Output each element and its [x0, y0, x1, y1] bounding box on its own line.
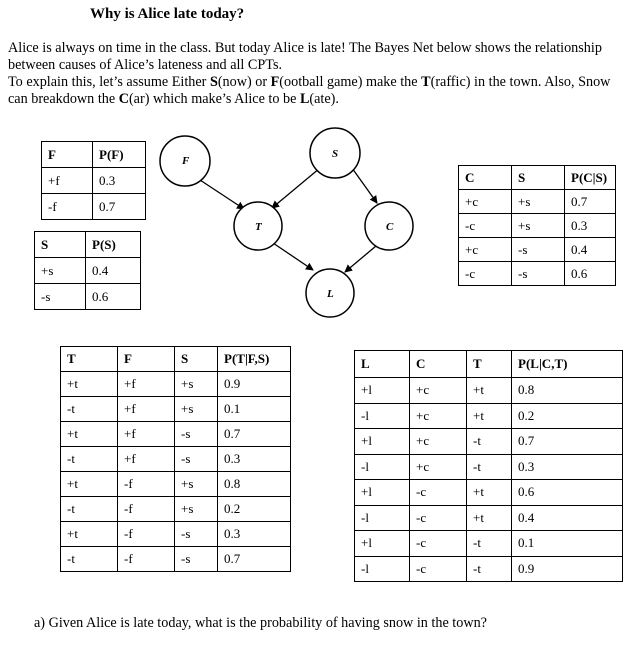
table-cell: -f	[118, 547, 175, 572]
node-c-label: C	[386, 221, 394, 233]
intro-text-segment: (ate).	[309, 91, 339, 107]
header-cell: T	[61, 347, 118, 372]
table-cell: 0.8	[512, 378, 623, 404]
cpt-c-table	[458, 165, 616, 286]
table-cell: +f	[42, 168, 93, 194]
table-cell: +s	[175, 372, 218, 397]
table-cell: 0.6	[86, 284, 141, 310]
header-cell: F	[118, 347, 175, 372]
table-cell: 0.2	[512, 403, 623, 429]
edge-f-t	[200, 180, 244, 209]
table-cell: +f	[118, 397, 175, 422]
table-cell: -c	[459, 214, 512, 238]
table-cell: +c	[410, 429, 467, 455]
node-f-label: F	[182, 155, 190, 167]
cpt-l-table	[354, 350, 623, 582]
table-cell: +t	[61, 372, 118, 397]
node-c	[365, 202, 413, 250]
table-cell: -s	[175, 422, 218, 447]
table-cell: -t	[61, 397, 118, 422]
table-cell: 0.3	[93, 168, 146, 194]
table-cell: -s	[512, 262, 565, 286]
question-a: a) Given Alice is late today, what is the probability of having snow in the town?	[34, 615, 487, 631]
table-row	[42, 194, 146, 220]
table-cell: -s	[175, 522, 218, 547]
table-cell: -f	[42, 194, 93, 220]
table-cell: -t	[467, 556, 512, 582]
header-cell: C	[459, 166, 512, 190]
edge-t-l	[273, 243, 313, 270]
table-cell: 0.4	[86, 258, 141, 284]
header-cell: S	[512, 166, 565, 190]
intro-text-segment: (raffic) in the town. Also, Snow can breakdown the	[8, 74, 611, 107]
table-cell: +t	[61, 472, 118, 497]
cpt-s-table	[34, 231, 141, 310]
table-cell: +c	[410, 378, 467, 404]
table-header-row	[42, 142, 146, 168]
table-row	[61, 522, 291, 547]
table-cell: 0.9	[218, 372, 291, 397]
table-cell: -f	[118, 497, 175, 522]
table-row	[355, 403, 623, 429]
header-cell: L	[355, 351, 410, 378]
table-cell: 0.3	[218, 522, 291, 547]
table-cell: 0.6	[512, 480, 623, 506]
table-cell: +c	[410, 403, 467, 429]
table-row	[355, 429, 623, 455]
table-cell: -l	[355, 556, 410, 582]
node-s	[310, 128, 360, 178]
header-cell: P(F)	[93, 142, 146, 168]
table-cell: 0.7	[512, 429, 623, 455]
table-header-row	[61, 347, 291, 372]
table-row	[61, 497, 291, 522]
table-cell: -l	[355, 505, 410, 531]
intro-var-t: T	[421, 74, 431, 90]
intro-var-c: C	[118, 91, 129, 107]
table-row	[355, 556, 623, 582]
intro-text-segment: To explain this, let’s assume Either	[8, 74, 210, 90]
table-cell: -s	[512, 238, 565, 262]
table-row	[355, 531, 623, 557]
table-cell: 0.4	[565, 238, 616, 262]
table-cell: -c	[410, 556, 467, 582]
table-cell: 0.9	[512, 556, 623, 582]
table-row	[459, 190, 616, 214]
node-f	[160, 136, 210, 186]
intro-text-segment: (ootball game) make the	[279, 74, 422, 90]
table-cell: +l	[355, 531, 410, 557]
node-s-label: S	[332, 148, 339, 160]
intro-text-segment: (now) or	[217, 74, 271, 90]
table-cell: -c	[410, 480, 467, 506]
cpt-f-table	[41, 141, 146, 220]
header-cell: P(L|C,T)	[512, 351, 623, 378]
table-row	[355, 480, 623, 506]
table-cell: +t	[61, 422, 118, 447]
table-cell: 0.1	[218, 397, 291, 422]
table-row	[355, 505, 623, 531]
header-cell: T	[467, 351, 512, 378]
table-cell: +s	[175, 472, 218, 497]
table-cell: -s	[175, 547, 218, 572]
table-row	[61, 447, 291, 472]
table-cell: +l	[355, 429, 410, 455]
edge-c-l	[345, 246, 376, 272]
table-cell: +c	[459, 190, 512, 214]
table-cell: +l	[355, 378, 410, 404]
table-cell: -t	[61, 497, 118, 522]
header-cell: S	[35, 232, 86, 258]
table-cell: +f	[118, 447, 175, 472]
header-cell: F	[42, 142, 93, 168]
table-cell: -c	[410, 505, 467, 531]
table-row	[459, 262, 616, 286]
table-cell: -c	[410, 531, 467, 557]
table-cell: 0.3	[218, 447, 291, 472]
table-cell: +t	[467, 403, 512, 429]
table-cell: +t	[61, 522, 118, 547]
table-row	[35, 258, 141, 284]
edge-s-c	[352, 168, 377, 203]
table-cell: 0.7	[218, 547, 291, 572]
table-header-row	[459, 166, 616, 190]
intro-var-l: L	[299, 91, 310, 107]
table-cell: +c	[459, 238, 512, 262]
table-cell: 0.3	[512, 454, 623, 480]
table-cell: 0.6	[565, 262, 616, 286]
intro-text-segment: (ar) which make’s Alice to be	[128, 91, 300, 107]
header-cell: P(S)	[86, 232, 141, 258]
table-cell: 0.4	[512, 505, 623, 531]
table-row	[61, 372, 291, 397]
table-cell: +f	[118, 422, 175, 447]
table-cell: -f	[118, 522, 175, 547]
table-cell: +s	[512, 214, 565, 238]
table-cell: -t	[61, 447, 118, 472]
table-cell: +t	[467, 378, 512, 404]
table-cell: +c	[410, 454, 467, 480]
node-l-label: L	[327, 288, 334, 300]
header-cell: P(T|F,S)	[218, 347, 291, 372]
table-row	[459, 214, 616, 238]
table-cell: +s	[35, 258, 86, 284]
table-cell: -c	[459, 262, 512, 286]
table-row	[42, 168, 146, 194]
table-cell: +t	[467, 505, 512, 531]
table-cell: 0.1	[512, 531, 623, 557]
table-cell: -t	[467, 531, 512, 557]
table-row	[61, 472, 291, 497]
table-row	[355, 454, 623, 480]
table-cell: +s	[175, 497, 218, 522]
intro-var-f: F	[270, 74, 280, 90]
table-cell: +t	[467, 480, 512, 506]
header-cell: S	[175, 347, 218, 372]
cpt-t-table	[60, 346, 291, 572]
node-t	[234, 202, 282, 250]
table-cell: +s	[512, 190, 565, 214]
table-cell: -s	[35, 284, 86, 310]
table-cell: -t	[467, 429, 512, 455]
table-row	[355, 378, 623, 404]
table-row	[61, 547, 291, 572]
table-header-row	[355, 351, 623, 378]
node-t-label: T	[255, 221, 262, 233]
table-row	[35, 284, 141, 310]
table-cell: -s	[175, 447, 218, 472]
table-cell: +s	[175, 397, 218, 422]
table-cell: -f	[118, 472, 175, 497]
table-cell: -t	[467, 454, 512, 480]
table-cell: 0.7	[565, 190, 616, 214]
table-header-row	[35, 232, 141, 258]
table-cell: 0.7	[93, 194, 146, 220]
table-row	[61, 397, 291, 422]
table-cell: 0.8	[218, 472, 291, 497]
table-cell: +f	[118, 372, 175, 397]
header-cell: C	[410, 351, 467, 378]
table-cell: -l	[355, 403, 410, 429]
table-row	[459, 238, 616, 262]
table-cell: +l	[355, 480, 410, 506]
edge-s-t	[272, 168, 320, 208]
intro-paragraph-1: Alice is always on time in the class. But today Alice is late! The Bayes Net below shows the relationship between causes of Alice’s lateness and all CPTs.	[8, 40, 602, 73]
table-row	[61, 422, 291, 447]
table-cell: 0.3	[565, 214, 616, 238]
table-cell: -t	[61, 547, 118, 572]
table-cell: 0.7	[218, 422, 291, 447]
page-title: Why is Alice late today?	[90, 6, 245, 22]
node-l	[306, 269, 354, 317]
intro-var-s: S	[209, 74, 218, 90]
table-cell: 0.2	[218, 497, 291, 522]
header-cell: P(C|S)	[565, 166, 616, 190]
table-cell: -l	[355, 454, 410, 480]
